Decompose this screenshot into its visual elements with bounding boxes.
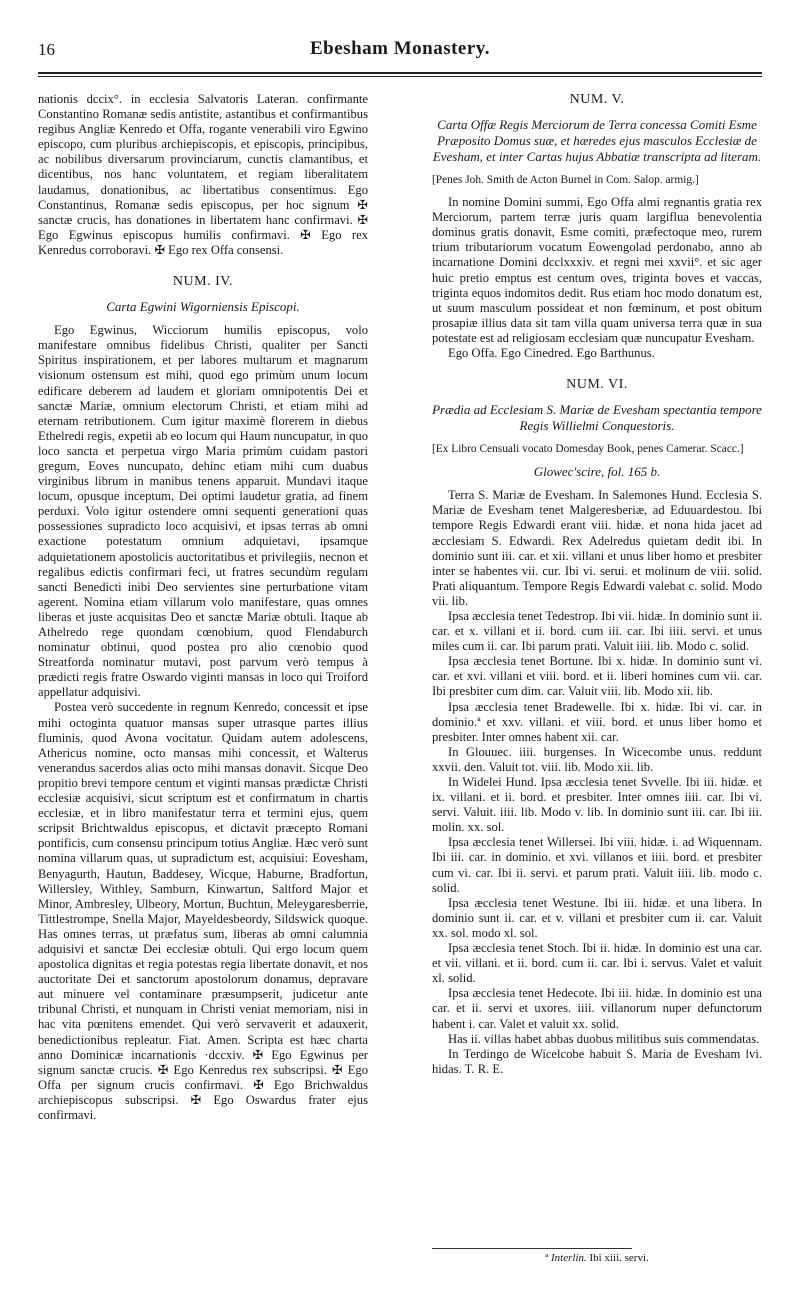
num-6-county: Glowec'scire, fol. 165 b. xyxy=(533,464,661,480)
num-5-signatories: Ego Offa. Ego Cinedred. Ego Barthunus. xyxy=(448,346,655,361)
page-number: 16 xyxy=(38,40,55,59)
num-6-paragraph-10: Ipsa æcclesia tenet Hedecote. Ibi iii. hidæ. In dominio est una car. et ii. servi et uxores. iiii. villanorum nuper defunctorum habent i. car. Valet et valuit xx. solid. xyxy=(432,986,762,1031)
num-4-title: Carta Egwini Wigorniensis Episcopi. xyxy=(106,299,300,315)
num-4-paragraph-2: Postea verò succedente in regnum Kenredo, concessit et ipse mihi octoginta quatuor mansas super utrasque partes illius fluminis, quod Avona vocitatur. Quidam autem adolescens, Athericus nomine, octo mansas mihi concessit, et Walterus venerandus sacerdos alias octo mihi mansas donavit. Sicque Deo propitio brevi tempore centum et viginti mansas prædictæ Christi ecclesiæ acquisivi, sicut scriptum est et confirmatum in chartis ecclesiæ, et in libro manifestatur terra et termini ejus, quem scripsit Brichtwaldus episcopus, et dictavit præcepto Romani pontificis, cum consensu principum totius Angliæ. Hæc verò sunt nomina villarum quas, ut supradictum est, acquisiui: Eovesham, Benyagurth, Hautun, Baddesey, Wicque, Haburne, Bradfortun, Willersley, Withley, Samburn, Kinwartun, Saltford Major et Minor, Ambresley, Ulbeory, Mortun, Buchtun, Meleygaresberrie, Tittlestrompe, Snella Major, Mayeldesbeordy, Sildswick quoque. Has omnes terras, ut præfatus sum, liberas ab omni calumnia adquisivi et sanctæ Dei ecclesiæ obtuli. Qui ergo locum quem apostolica dignitas et regia potestas regia libertate donavit, et nos auctoritate Dei et sanctorum apostolorum donamus, depravare aut minuere vel contaminare præsumpserit, judicetur ante tribunal Christi, et nunquam in Christi veniat memoriam, nisi in hac vita pœnitens emendet. Qui verò servaverit et adauxerit, benedictionibus repleatur. Fiat. Amen. Scripta est hæc charta anno Dominicæ incarnationis ·dccxiv. ✠ Ego Egwinus per signum sanctæ crucis. ✠ Ego Kenredus rex subscripsi. ✠ Ego Offa per signum crucis confirmavi. ✠ Ego Brichwaldus archiepiscopus subscripsi. ✠ Ego Oswardus frater ejus confirmavi. xyxy=(38,700,368,1122)
num-6-paragraph-11: Has ii. villas habet abbas duobus militibus suis commendatas. xyxy=(448,1031,760,1046)
num-6-heading: NUM. VI. xyxy=(566,377,628,393)
num-6-paragraph-2: Ipsa æcclesia tenet Tedestrop. Ibi vii. hidæ. In dominio sunt ii. car. et x. villani et ii. bord. cum iii. car. Ibi iiii. servi. et unus miles cum ii. car. Ibi parum prati. Valuit iiii. lib. Modo c. solid. xyxy=(432,608,762,654)
num-6-paragraph-3: Ipsa æcclesia tenet Bortune. Ibi x. hidæ. In dominio sunt vi. car. et xvi. villani et viii. bord. et ii. liberi homines cum vii. car. Ibi presbiter cum dim. car. Valuit viii. lib. Modo xii. lib. xyxy=(432,654,762,699)
page-header xyxy=(38,38,762,66)
footnote-text: Ibi xiii. servi. xyxy=(589,1252,649,1264)
num-6-paragraph-1: Terra S. Mariæ de Evesham. In Salemones Hund. Ecclesia S. Mariæ de Evesham tenet Malgeresberiæ, ad Eduuardestou. Ibi tempore Regis Edwardi erant viii. hidæ. et nona hida jacet ad æcclesiam S. Edwardi. Rex Adelredus quietam dedit ibi. In dominio sunt iii. car. et xii. villani et unus liber homo et presbiter inter se habentes vii. cur. Ibi vi. serui. et molinum de viii. solid. Prati aliquantum. Tempore Regis Edwardi valebat c. solid. Modo vii. lib. xyxy=(432,488,762,608)
footnote-marker: ª xyxy=(545,1252,549,1264)
left-column xyxy=(38,92,368,1123)
right-column xyxy=(432,92,762,1077)
running-title: Ebesham Monastery. xyxy=(310,38,490,59)
footnote-label: Interlin. xyxy=(551,1252,587,1264)
num-6-paragraph-4: Ipsa æcclesia tenet Bradewelle. Ibi x. hidæ. Ibi vi. car. in dominio.ª et xxv. villani. et viii. bord. et unus liber homo et presbiter. Inter omnes habent xii. car. xyxy=(432,699,762,744)
num-5-title: Carta Offæ Regis Merciorum de Terra concessa Comiti Esme Præposito Domus suæ, et hæredes ejus masculos Ecclesiæ de Evesham, et inter Cartas hujus Abbatiæ transcripta ad literam. xyxy=(432,117,762,165)
num-6-paragraph-6: In Widelei Hund. Ipsa æcclesia tenet Svvelle. Ibi iii. hidæ. et ix. villani. et ii. bord. et presbiter. Inter omnes iiii. car. Ibi vi. servi. Valuit. iiii. lib. Modo v. lib. In dominio sunt iii. car. Ibi iii. molin. xx. sol. xyxy=(432,775,762,835)
num-5-source: [Penes Joh. Smith de Acton Burnel in Com. Salop. armig.] xyxy=(432,174,699,187)
num-4-heading: NUM. IV. xyxy=(172,274,234,290)
num-5-heading: NUM. V. xyxy=(569,92,625,107)
charter-continuation: nationis dccix°. in ecclesia Salvatoris Lateran. confirmante Constantino Romanæ sedis antistite, astantibus et confirmantibus regibus Angliæ Kenredo et Offa, rogante venerabili viro Egwino episcopo, cum pluribus archiepiscopis, et episcopis, principibus, ac nobilibus diversarum provinciarum, cunctis clamantibus, et dicentibus, nos hanc voluntatem, et regiam liberalitatem laudamus, donationibus, ac libertatibus consentimus. Ego Constantinus, Romanæ sedis episcopus, per hoc signum ✠ sanctæ crucis, has donationes in libertatem hanc confirmavi. ✠ Ego Egwinus episcopus humilis confirmavi. ✠ Ego rex Kenredus corroboravi. ✠ Ego rex Offa consensi. xyxy=(38,92,368,257)
num-6-paragraph-5: In Glouuec. iiii. burgenses. In Wicecombe unus. reddunt xxvii. den. Valuit tot. viii. lib. Modo xii. lib. xyxy=(432,744,762,774)
num-6-source: [Ex Libro Censuali vocato Domesday Book, penes Camerar. Scacc.] xyxy=(432,443,744,456)
num-6-paragraph-12: In Terdingo de Wicelcobe habuit S. Maria de Evesham lvi. hidas. T. R. E. xyxy=(432,1046,762,1076)
num-6-paragraph-9: Ipsa æcclesia tenet Stoch. Ibi ii. hidæ. In dominio est una car. et vii. villani. et ii. bord. cum ii. car. Ibi i. servus. Valet et valuit xl. solid. xyxy=(432,941,762,986)
num-4-paragraph-1: Ego Egwinus, Wicciorum humilis episcopus, volo manifestare omnibus fidelibus Christi, qualiter per Sancti Spiritus inspirationem, et per labores multarum et magnarum visionum ostensum est mihi, quod ego primùm unum locum edificare deberem ad laudem et gloriam omnipotentis Dei et sanctæ Mariæ, omnium electorum Christi, et etiam mihi ad eternam retributionem. Cum igitur maximè florerem in diebus Ethelredi regis, expetii ab eo locum qui Haum nuncupatur, in quo loco sancta et perpetua virgo Maria primùm cuidam pastori gregum, Eoves nuncupato, dehinc etiam mihi cum duabus virginibus librum in manibus tenens apparuit. Mundavi itaque locum, opusque inceptum, Dei optimi laudetur gratia, ad finem perduxi. Volo igitur ostendere omni sequenti generationi quas possessiones supradicto loco acquisivi, et ipsas terras ab omni exactione potestatum omnium adquietavi, ipsamque adquietationem apostolicis auctoritatibus et privilegiis, necnon et regalibus edictis confirmari feci, ut fratres secundùm regulam sancti Benedicti inibi Deo servientes sine perturbatione vitam agerent. Nomina etiam villarum volo manifestare, quas omnes liberas et juste acquisitas Deo et sanctæ Mariæ obtuli. Itaque ab Athelredo rege quondam cœnobium, quod Flendaburch nominatur obtinui, quod postea pro alio cœnobio quod Streatforda nominatur mutavi, post parvum verò tempus à prædicti regis fratre Oswardo viginti mansas in loco qui Troiford appellatur adquisivi. xyxy=(38,323,368,700)
num-6-paragraph-7: Ipsa æcclesia tenet Willersei. Ibi viii. hidæ. i. ad Wiquennam. Ibi iii. car. in dominio. et xvi. villanos et iiii. bord. et presbiter cum vi. car. Ibi ii. servi. et parum prati. Valuit iiii. lib. modo c. solid. xyxy=(432,835,762,895)
header-rule xyxy=(38,72,762,74)
num-6-title: Prædia ad Ecclesiam S. Mariæ de Evesham spectantia tempore Regis Willielmi Conquestoris. xyxy=(432,402,762,434)
header-rule-thin xyxy=(38,76,762,77)
num-6-paragraph-8: Ipsa æcclesia tenet Westune. Ibi iii. hidæ. et una libera. In dominio sunt ii. car. et v. villani et presbiter cum ii. car. Valuit xx. sol. modo xl. sol. xyxy=(432,895,762,940)
footnote-rule xyxy=(432,1248,632,1249)
footnote xyxy=(432,1252,762,1264)
num-5-paragraph-1: In nomine Domini summi, Ego Offa almi regnantis gratia rex Merciorum, partem terræ juris quam largiflua benevolentia dominus gratis donavit, Esme comiti, præfectoque meo, rurem trium tributariorum vocatum Eowengolad perdonabo, anno ab incarnatione Domini dcclxxxiv. et regni mei xxvii°. et sic ager huic pretio emptus est centum oves, triginta boves et vaccas, triginta equos indomitos dedit. Rus etiam hoc modo donatum est, ut suum masculum possideat et non fœminum, et post obitum prosapiæ illius data sit tam villa quam universa terra quæ in sua potestate est ad religiosam ecclesiam quæ nuncupatur Evesham. xyxy=(432,195,762,345)
